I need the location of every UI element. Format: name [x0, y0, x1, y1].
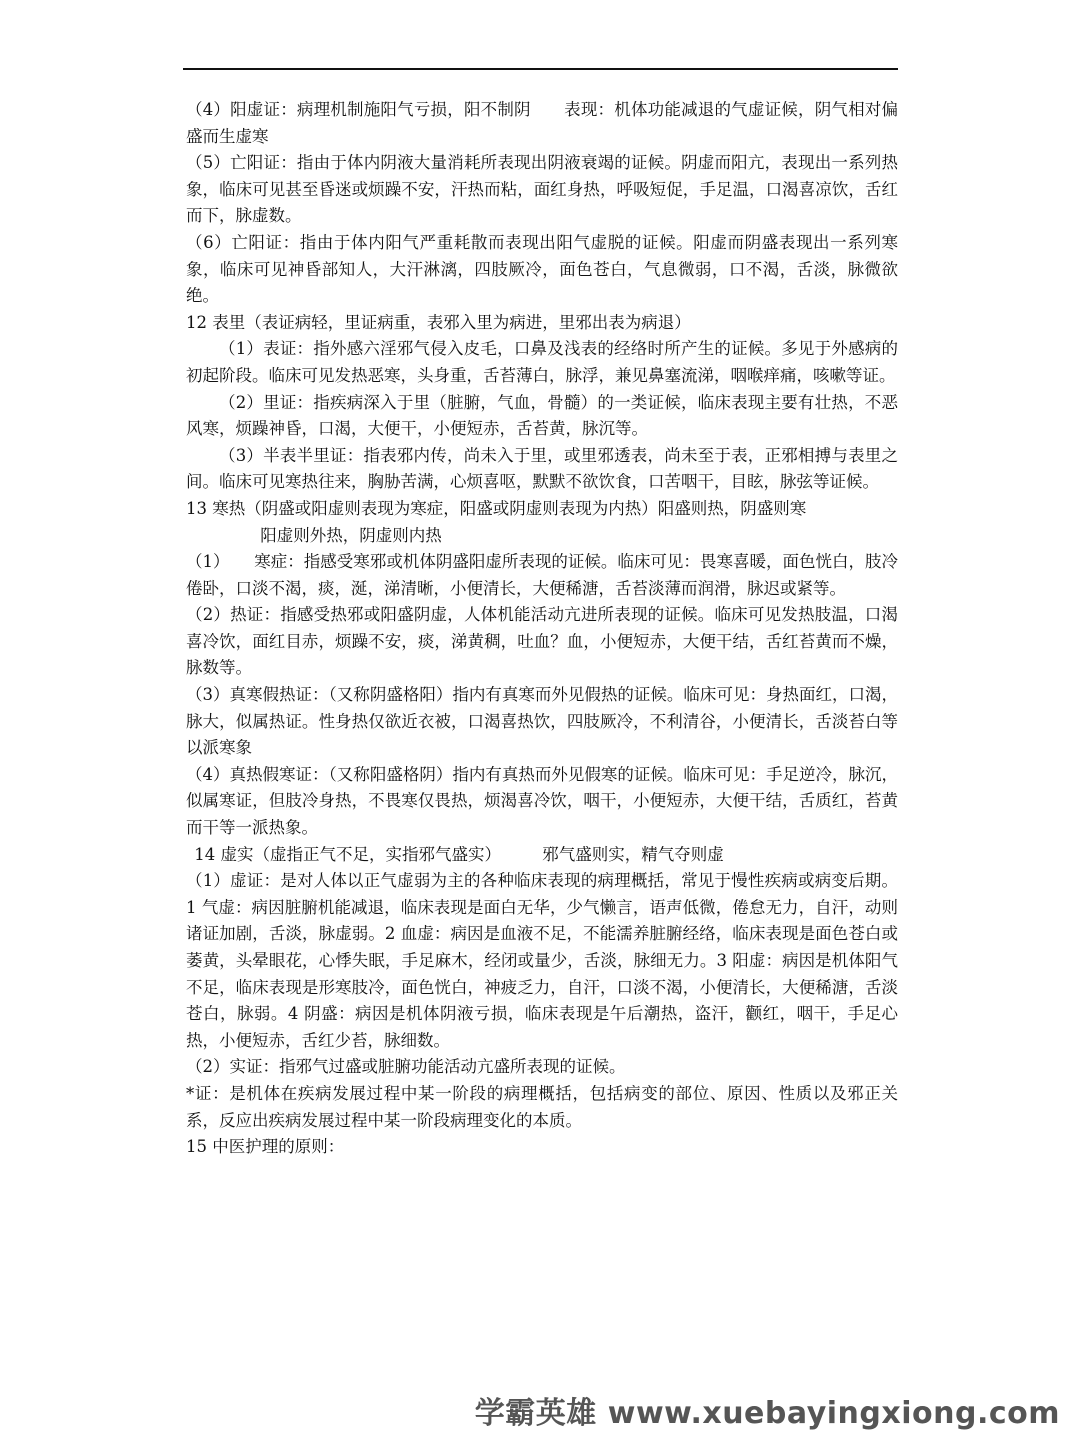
paragraph-cold-syndrome: （1） 寒症：指感受寒邪或机体阴盛阳虚所表现的证候。临床可见：畏寒喜暖，面色恍白，肢冷倦卧，口淡不渴，痰，涎，涕清晰，小便清长，大便稀溏，舌苔淡薄而润滑，脉迟或紧等。	[186, 552, 898, 598]
heading-cold-heat: 13 寒热（阴盛或阳虚则表现为寒症，阳盛或阴虚则表现为内热）阳盛则热，阴盛则寒	[186, 498, 807, 518]
paragraph-true-heat-false-cold: （4）真热假寒证：（又称阳盛格阴）指内有真热而外见假寒的证候。临床可见：手足逆冷，脉沉，似属寒证，但肢冷身热，不畏寒仅畏热，烦渴喜冷饮，咽干，小便短赤，大便干结，舌质红，苔黄而干等一派热象。	[186, 764, 898, 838]
paragraph-deficiency-syndrome: （1）虚证：是对人体以正气虚弱为主的各种临床表现的病理概括，常见于慢性疾病或病变后期。1 气虚：病因脏腑机能减退，临床表现是面白无华，少气懒言，语声低微，倦怠无力，自汗，动则诸证加剧，舌淡，脉虚弱。2 血虚：病因是血液不足，不能濡养脏腑经络，临床表现是面色苍白或萎黄，头晕眼花，心悸失眠，手足麻木，经闭或量少，舌淡，脉细无力。3 阳虚：病因是机体阳气不足，临床表现是形寒肢冷，面色恍白，神疲乏力，自汗，口淡不渴，小便清长，大便稀溏，舌淡苍白，脉弱。4 阴盛：病因是机体阴液亏损，临床表现是午后潮热，盗汗，颧红，咽干，手足心热，小便短赤，舌红少苔，脉细数。	[186, 871, 898, 1050]
paragraph-half-exterior: （3）半表半里证：指表邪内传，尚未入于里，或里邪透表，尚未至于表，正邪相搏与表里之间。临床可见寒热往来，胸胁苦满，心烦喜呕，默默不欲饮食，口苦咽干，目眩，脉弦等证候。	[186, 445, 898, 492]
paragraph-yang-collapse: （6）亡阳证：指由于体内阳气严重耗散而表现出阳气虚脱的证候。阳虚而阴盛表现出一系列寒象，临床可见神昏部知人，大汗淋漓，四肢厥冷，面色苍白，气息微弱，口不渴，舌淡，脉微欲绝。	[186, 232, 898, 306]
heading-deficiency-excess: 14 虚实（虚指正气不足，实指邪气盛实） 邪气盛则实，精气夺则虚	[194, 844, 724, 864]
heading-exterior-interior: 12 表里（表证病轻，里证病重，表邪入里为病进，里邪出表为病退）	[186, 312, 691, 332]
paragraph-excess-syndrome: （2）实证：指邪气过盛或脏腑功能活动亢盛所表现的证候。	[186, 1057, 626, 1077]
paragraph-true-cold-false-heat: （3）真寒假热证：（又称阴盛格阳）指内有真寒而外见假热的证候。临床可见：身热面红，口渴，脉大，似属热证。性身热仅欲近衣被，口渴喜热饮，四肢厥冷，不利清谷，小便清长，舌淡苔白等以派寒象	[186, 685, 898, 758]
paragraph-exterior-syndrome: （1）表证：指外感六淫邪气侵入皮毛，口鼻及浅表的经络时所产生的证候。多见于外感病的初起阶段。临床可见发热恶寒，头身重，舌苔薄白，脉浮，兼见鼻塞流涕，咽喉痒痛，咳嗽等证。	[186, 339, 898, 385]
paragraph-syndrome-definition: *证：是机体在疾病发展过程中某一阶段的病理概括，包括病变的部位、原因、性质以及邪正关系，反应出疾病发展过程中某一阶段病理变化的本质。	[186, 1083, 898, 1130]
paragraph-heat-syndrome: （2）热证：指感受热邪或阳盛阴虚，人体机能活动亢进所表现的证候。临床可见发热肢温，口渴喜冷饮，面红目赤，烦躁不安，痰，涕黄稠，吐血？血，小便短赤，大便干结，舌红苔黄而不燥，脉数等。	[186, 605, 898, 678]
heading-nursing-principles: 15 中医护理的原则：	[186, 1137, 345, 1157]
paragraph-yang-deficiency: （4）阳虚证：病理机制施阳气亏损，阳不制阴 表现：机体功能减退的气虚证候，阴气相对偏盛而生虚寒	[186, 100, 898, 146]
heading-cold-heat-continued: 阳虚则外热，阴虚则内热	[260, 525, 442, 545]
watermark: 学霸英雄 www.xuebayingxiong.com	[474, 1396, 1060, 1431]
paragraph-yin-collapse: （5）亡阳证：指由于体内阴液大量消耗所表现出阴液衰竭的证候。阴虚而阳亢，表现出一系列热象，临床可见甚至昏迷或烦躁不安，汗热而粘，面红身热，呼吸短促，手足温，口渴喜凉饮，舌红而下，脉虚数。	[186, 153, 898, 226]
document-body	[186, 97, 898, 1161]
paragraph-interior-syndrome: （2）里证：指疾病深入于里（脏腑，气血，骨髓）的一类证候，临床表现主要有壮热，不恶风寒，烦躁神昏，口渴，大便干，小便短赤，舌苔黄，脉沉等。	[186, 392, 898, 439]
header-rule	[183, 68, 898, 70]
